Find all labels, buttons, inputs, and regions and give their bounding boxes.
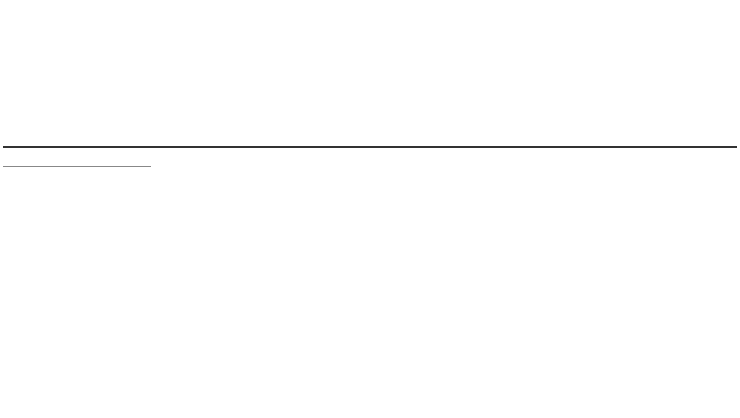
header-cond_res [389, 147, 451, 191]
header-constr [53, 167, 93, 192]
header-ins_res [451, 147, 521, 191]
header-cap [577, 147, 631, 191]
spec-table [3, 146, 737, 191]
header-weight [631, 147, 693, 191]
header-sheath [287, 147, 331, 191]
header-ins [151, 147, 197, 191]
header-area [3, 167, 53, 192]
conductor-group-header [3, 147, 151, 167]
header-neutral [197, 147, 287, 191]
table-header [3, 147, 737, 191]
footnote [6, 402, 11, 411]
header-od [93, 167, 151, 192]
header-cable_od [331, 147, 389, 191]
header-length [693, 147, 737, 191]
header-test_v [521, 147, 577, 191]
